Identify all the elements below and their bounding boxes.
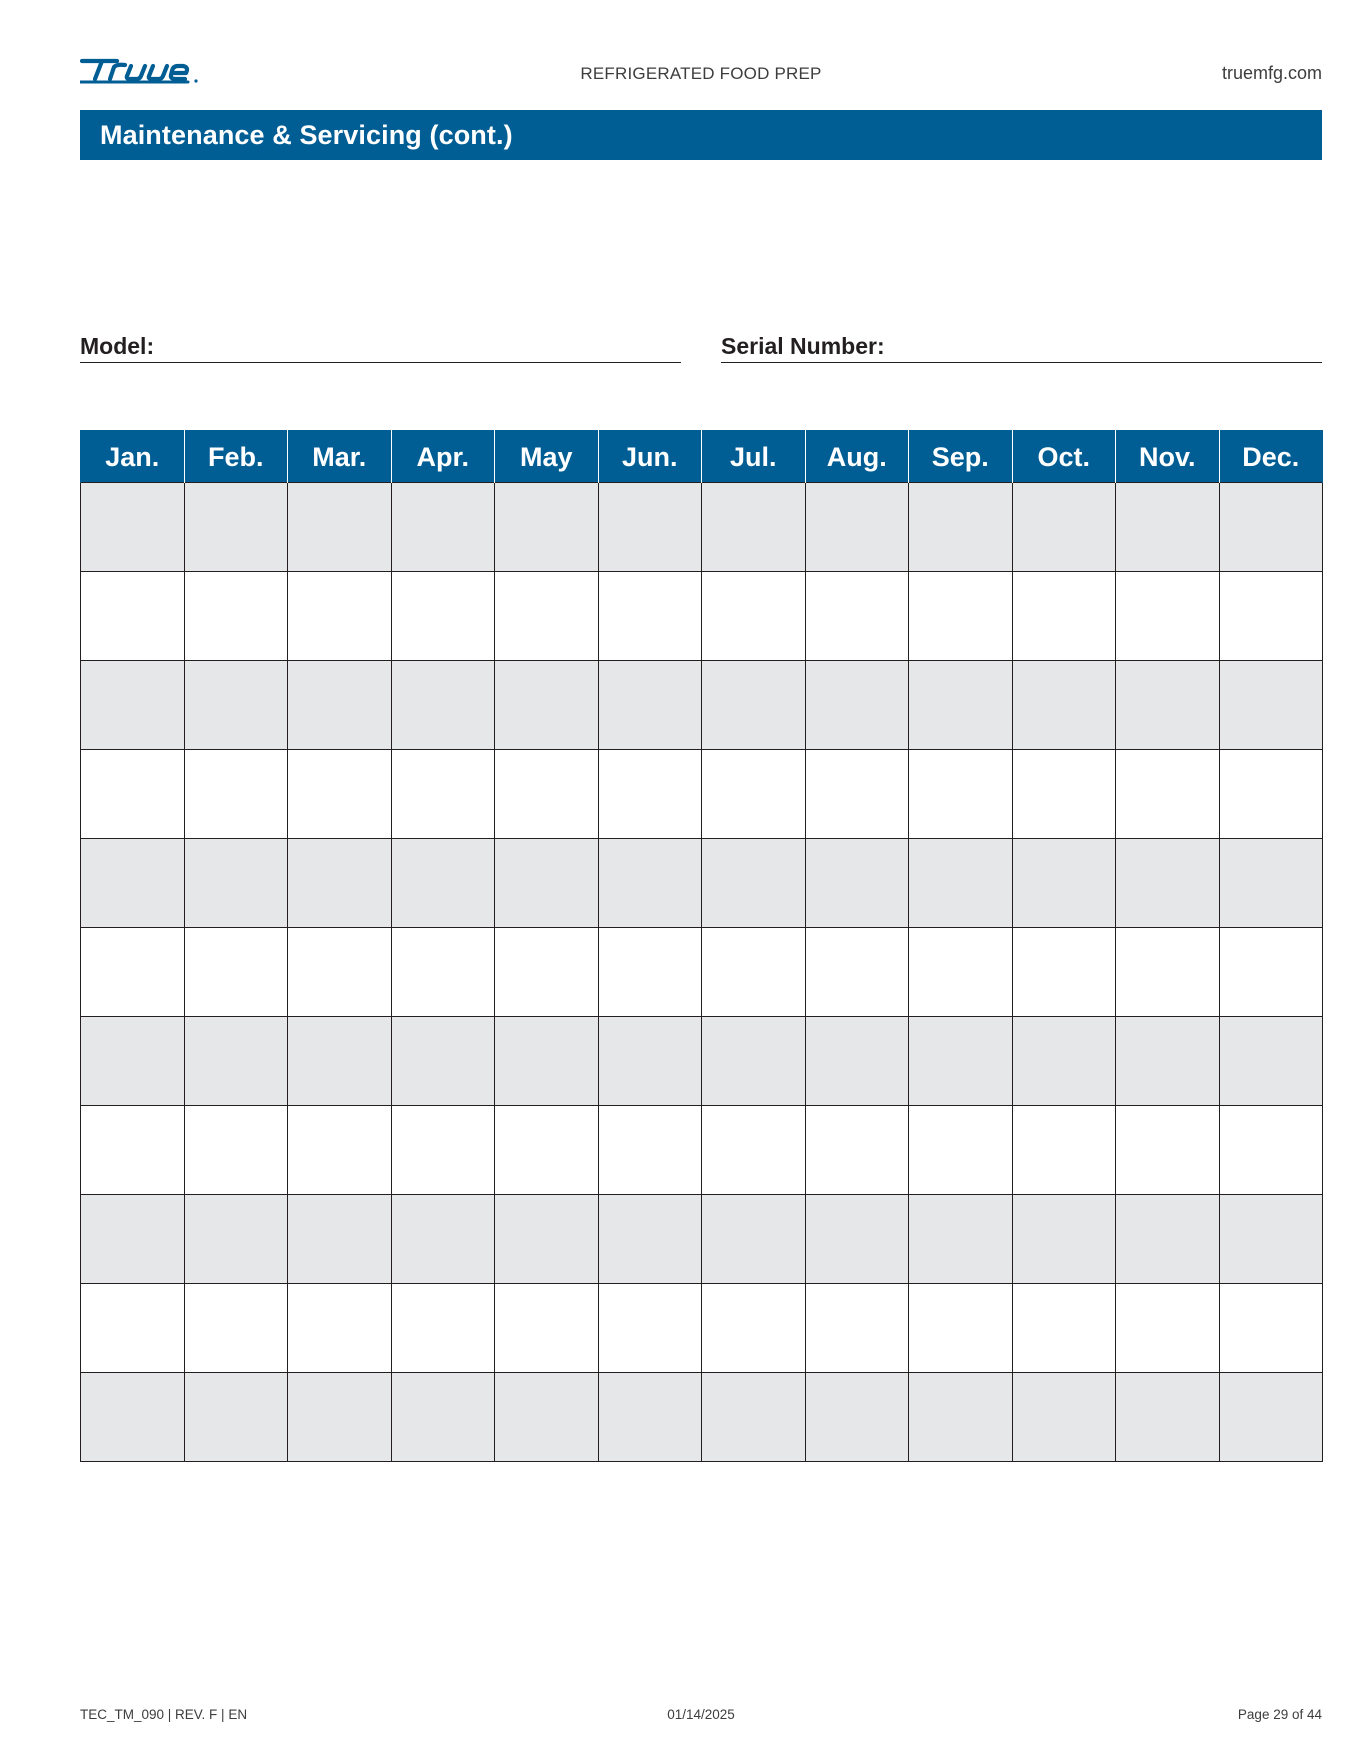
log-cell[interactable] — [1012, 1195, 1116, 1284]
log-row — [81, 1195, 1323, 1284]
maintenance-log-table — [80, 430, 1323, 1462]
log-cell[interactable] — [184, 1195, 288, 1284]
log-cell[interactable] — [1012, 1106, 1116, 1195]
serial-number-field[interactable] — [721, 328, 1322, 363]
log-cell[interactable] — [81, 839, 185, 928]
log-cell[interactable] — [1219, 572, 1323, 661]
log-cell[interactable] — [805, 483, 909, 572]
log-cell[interactable] — [1116, 1195, 1220, 1284]
log-cell[interactable] — [1116, 750, 1220, 839]
log-cell[interactable] — [184, 1284, 288, 1373]
log-cell[interactable] — [909, 572, 1013, 661]
log-cell[interactable] — [909, 750, 1013, 839]
log-cell[interactable] — [1219, 1017, 1323, 1106]
log-cell[interactable] — [495, 1373, 599, 1462]
log-cell[interactable] — [598, 928, 702, 1017]
log-cell[interactable] — [81, 750, 185, 839]
log-cell[interactable] — [1219, 483, 1323, 572]
log-cell[interactable] — [1219, 661, 1323, 750]
log-cell[interactable] — [805, 1373, 909, 1462]
log-cell[interactable] — [1219, 1106, 1323, 1195]
log-cell[interactable] — [1012, 483, 1116, 572]
log-cell[interactable] — [909, 661, 1013, 750]
log-cell[interactable] — [1012, 750, 1116, 839]
log-cell[interactable] — [1116, 1017, 1220, 1106]
log-cell[interactable] — [288, 483, 392, 572]
log-cell[interactable] — [598, 483, 702, 572]
log-cell[interactable] — [1116, 661, 1220, 750]
log-cell[interactable] — [495, 572, 599, 661]
log-cell[interactable] — [1116, 572, 1220, 661]
log-cell[interactable] — [1219, 928, 1323, 1017]
log-cell[interactable] — [702, 483, 806, 572]
log-cell[interactable] — [288, 572, 392, 661]
log-cell[interactable] — [184, 483, 288, 572]
month-header: Dec. — [1219, 430, 1323, 483]
log-cell[interactable] — [909, 839, 1013, 928]
log-cell[interactable] — [909, 1373, 1013, 1462]
log-cell[interactable] — [184, 661, 288, 750]
log-cell[interactable] — [702, 661, 806, 750]
log-cell[interactable] — [805, 661, 909, 750]
log-cell[interactable] — [495, 1195, 599, 1284]
log-cell[interactable] — [598, 1373, 702, 1462]
month-header: Nov. — [1116, 430, 1220, 483]
log-cell[interactable] — [81, 572, 185, 661]
log-cell[interactable] — [909, 1195, 1013, 1284]
log-cell[interactable] — [495, 1017, 599, 1106]
log-cell[interactable] — [391, 1106, 495, 1195]
log-row — [81, 1373, 1323, 1462]
log-row — [81, 1017, 1323, 1106]
log-cell[interactable] — [288, 1284, 392, 1373]
month-header: Aug. — [805, 430, 909, 483]
log-cell[interactable] — [391, 1195, 495, 1284]
log-cell[interactable] — [702, 572, 806, 661]
log-row — [81, 839, 1323, 928]
log-cell[interactable] — [702, 1017, 806, 1106]
log-cell[interactable] — [288, 1373, 392, 1462]
log-cell[interactable] — [1219, 839, 1323, 928]
log-cell[interactable] — [184, 928, 288, 1017]
log-cell[interactable] — [598, 750, 702, 839]
log-cell[interactable] — [1012, 839, 1116, 928]
log-cell[interactable] — [81, 1373, 185, 1462]
log-cell[interactable] — [391, 839, 495, 928]
log-cell[interactable] — [391, 1373, 495, 1462]
log-cell[interactable] — [1219, 750, 1323, 839]
log-cell[interactable] — [184, 1017, 288, 1106]
log-cell[interactable] — [184, 750, 288, 839]
log-cell[interactable] — [495, 661, 599, 750]
log-cell[interactable] — [184, 839, 288, 928]
month-header: Jan. — [81, 430, 185, 483]
log-cell[interactable] — [598, 661, 702, 750]
log-cell[interactable] — [805, 750, 909, 839]
section-title-banner — [80, 110, 1322, 160]
log-cell[interactable] — [495, 750, 599, 839]
log-cell[interactable] — [1012, 661, 1116, 750]
log-cell[interactable] — [805, 928, 909, 1017]
log-cell[interactable] — [391, 483, 495, 572]
log-cell[interactable] — [598, 1017, 702, 1106]
log-row — [81, 572, 1323, 661]
log-cell[interactable] — [391, 750, 495, 839]
log-cell[interactable] — [391, 572, 495, 661]
log-cell[interactable] — [1012, 1373, 1116, 1462]
log-cell[interactable] — [81, 1195, 185, 1284]
log-cell[interactable] — [81, 928, 185, 1017]
log-cell[interactable] — [81, 1017, 185, 1106]
log-cell[interactable] — [805, 572, 909, 661]
model-field[interactable] — [80, 328, 681, 363]
log-cell[interactable] — [288, 1106, 392, 1195]
section-title: Maintenance & Servicing (cont.) — [100, 119, 513, 150]
log-cell[interactable] — [909, 483, 1013, 572]
log-cell[interactable] — [391, 661, 495, 750]
page-number: Page 29 of 44 — [1237, 1707, 1322, 1722]
month-header: Feb. — [184, 430, 288, 483]
log-cell[interactable] — [702, 928, 806, 1017]
log-row — [81, 1106, 1323, 1195]
log-cell[interactable] — [391, 928, 495, 1017]
log-cell[interactable] — [909, 928, 1013, 1017]
log-cell[interactable] — [702, 1373, 806, 1462]
log-cell[interactable] — [288, 1017, 392, 1106]
log-cell[interactable] — [702, 1195, 806, 1284]
log-body — [81, 483, 1323, 1462]
log-cell[interactable] — [1116, 928, 1220, 1017]
document-category: REFRIGERATED FOOD PREP — [580, 64, 822, 83]
log-cell[interactable] — [1219, 1373, 1323, 1462]
log-cell[interactable] — [184, 1106, 288, 1195]
log-cell[interactable] — [184, 1373, 288, 1462]
log-row — [81, 483, 1323, 572]
log-cell[interactable] — [288, 661, 392, 750]
log-cell[interactable] — [1012, 1284, 1116, 1373]
log-cell[interactable] — [598, 839, 702, 928]
month-header: Jun. — [598, 430, 702, 483]
log-cell[interactable] — [288, 928, 392, 1017]
log-cell[interactable] — [1116, 1373, 1220, 1462]
log-row — [81, 750, 1323, 839]
log-cell[interactable] — [909, 1106, 1013, 1195]
document-id: TEC_TM_090 | REV. F | EN — [80, 1707, 248, 1722]
log-cell[interactable] — [81, 1106, 185, 1195]
log-cell[interactable] — [1116, 483, 1220, 572]
log-cell[interactable] — [81, 661, 185, 750]
log-cell[interactable] — [805, 1284, 909, 1373]
month-header: Mar. — [288, 430, 392, 483]
month-header: Jul. — [702, 430, 806, 483]
log-cell[interactable] — [495, 1284, 599, 1373]
log-cell[interactable] — [909, 1017, 1013, 1106]
log-cell[interactable] — [288, 1195, 392, 1284]
document-date: 01/14/2025 — [667, 1707, 735, 1722]
log-cell[interactable] — [1219, 1284, 1323, 1373]
log-cell[interactable] — [598, 1284, 702, 1373]
month-header: Sep. — [909, 430, 1013, 483]
log-row — [81, 661, 1323, 750]
log-cell[interactable] — [288, 750, 392, 839]
log-cell[interactable] — [1116, 1106, 1220, 1195]
log-cell[interactable] — [805, 839, 909, 928]
log-cell[interactable] — [805, 1106, 909, 1195]
website-link[interactable]: truemfg.com — [1221, 63, 1322, 83]
serial-number-label: Serial Number: — [721, 333, 885, 359]
month-header: May — [495, 430, 599, 483]
log-cell[interactable] — [805, 1017, 909, 1106]
log-cell[interactable] — [598, 1195, 702, 1284]
log-cell[interactable] — [184, 572, 288, 661]
month-header-row — [81, 430, 1323, 483]
log-cell[interactable] — [391, 1017, 495, 1106]
log-cell[interactable] — [598, 1106, 702, 1195]
log-cell[interactable] — [702, 1106, 806, 1195]
log-cell[interactable] — [391, 1284, 495, 1373]
log-cell[interactable] — [702, 839, 806, 928]
page-header — [80, 50, 1322, 100]
log-cell[interactable] — [495, 928, 599, 1017]
log-cell[interactable] — [495, 1106, 599, 1195]
log-cell[interactable] — [702, 1284, 806, 1373]
log-cell[interactable] — [805, 1195, 909, 1284]
log-row — [81, 1284, 1323, 1373]
log-cell[interactable] — [495, 483, 599, 572]
log-cell[interactable] — [288, 839, 392, 928]
log-cell[interactable] — [1116, 1284, 1220, 1373]
log-cell[interactable] — [598, 572, 702, 661]
log-cell[interactable] — [1219, 1195, 1323, 1284]
log-cell[interactable] — [495, 839, 599, 928]
log-cell[interactable] — [1012, 572, 1116, 661]
log-cell[interactable] — [81, 483, 185, 572]
log-cell[interactable] — [1116, 839, 1220, 928]
page-footer — [80, 1707, 1322, 1727]
log-cell[interactable] — [1012, 928, 1116, 1017]
log-cell[interactable] — [1012, 1017, 1116, 1106]
month-header: Oct. — [1012, 430, 1116, 483]
log-cell[interactable] — [81, 1284, 185, 1373]
month-header: Apr. — [391, 430, 495, 483]
log-row — [81, 928, 1323, 1017]
log-cell[interactable] — [909, 1284, 1013, 1373]
model-label: Model: — [80, 333, 155, 359]
log-cell[interactable] — [702, 750, 806, 839]
